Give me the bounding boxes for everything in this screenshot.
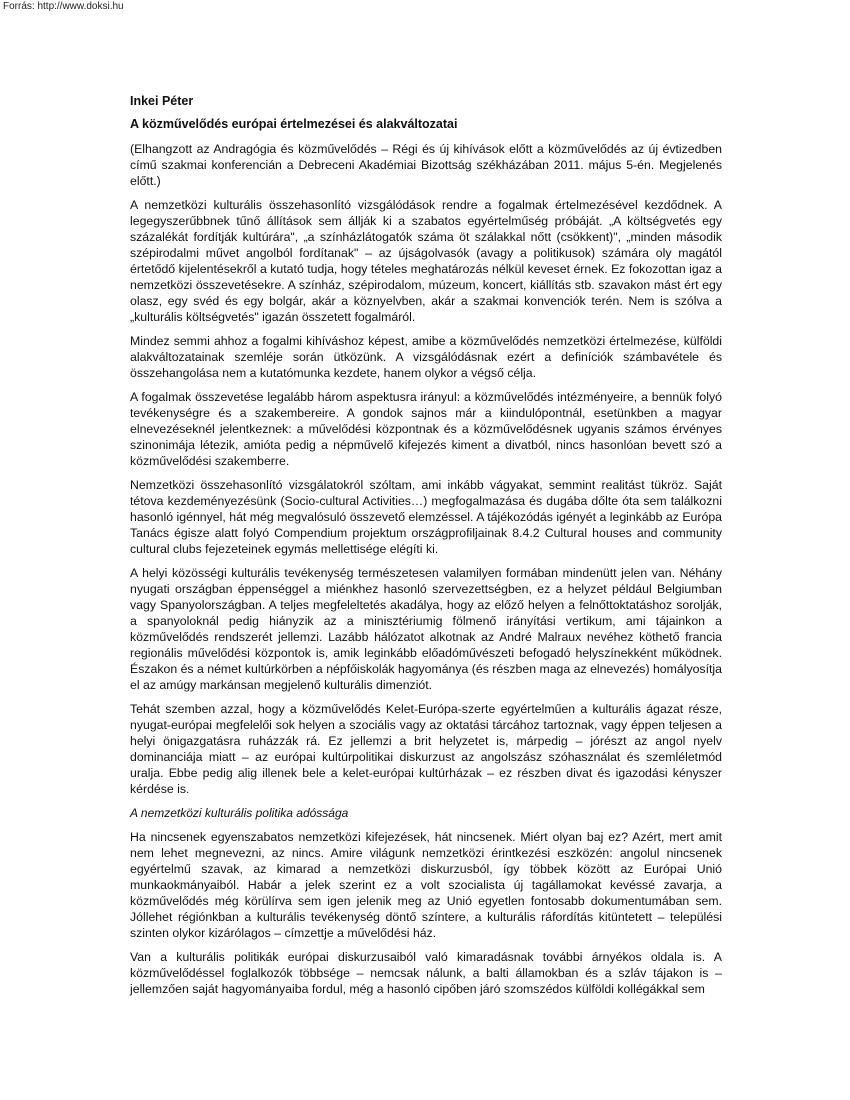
source-url: Forrás: http://www.doksi.hu [3,1,124,12]
paragraph: Van a kulturális politikák európai diskurzusaiból való kimaradásnak további árnyékos oldala is. A közművelődéssel foglalkozók többsége – nemcsak nálunk, a balti államokban és a szláv tájakon is – jellemzően saját hagyományaiba fordul, még a hasonló cipőben járó szomszédos külföldi kollégákkal sem [130,950,722,996]
paragraph: Nemzetközi összehasonlító vizsgálatokról szóltam, ami inkább vágyakat, semmint realitást tükröz. Saját tétova kezdeményezésünk (Socio-cultural Activities…) megfogalmazása és dugába dőlte óta sem találkozni hasonló igénnyel, hát még megvalósuló összevető elemzéssel. A tájékozódás igényét a leginkább az Európa Tanács égisze alatt folyó Compendium projektum országprofiljainak 8.4.2 Cultural houses and community cultural clubs fejezeteinek egymás mellettisége elégíti ki. [130,478,722,556]
paragraph-intro-note: (Elhangzott az Andragógia és közművelődés – Régi és új kihívások előtt a közművelődés az új évtizedben című szakmai konferencián a Debreceni Akadémiai Bizottság székházában 2011. május 5-én. Megjelenés előtt.) [130,142,722,188]
paragraph: A nemzetközi kulturális összehasonlító vizsgálódások rendre a fogalmak értelmezésével kezdődnek. A legegyszerűbbnek tűnő állítások sem állják ki a szabatos egyértelműség próbáját. „A költségvetés egy százalékát fordítják kultúrára", „a színházlátogatók száma öt szálakkal nőtt (csökkent)", „minden második szépirodalmi művet angolból fordítanak" – az újságolvasók (avagy a politikusok) számára oly magától értetődő kijelentésekről a kutató tudja, hogy tételes meghatározás nélkül keveset érnek. Ez fokozottan igaz a nemzetközi összevetésekre. A színház, szépirodalom, múzeum, koncert, kiállítás stb. szavakon mást ért egy olasz, egy svéd és egy bolgár, akár a köznyelvben, akár a szakmai konvenciók terén. Nem is szólva a „kulturális költségvetés" igazán összetett fogalmáról. [130,198,722,324]
section-subheading: A nemzetközi kulturális politika adóssága [130,806,349,820]
document-title: A közművelődés európai értelmezései és alakváltozatai [130,117,458,131]
paragraph: A fogalmak összevetése legalább három aspektusra irányul: a közművelődés intézményeire, a bennük folyó tevékenységre és a szakembereire. A gondok sajnos már a kiindulópontnál, esetünkben a magyar elnevezéseknél jelentkeznek: a művelődési központnak és a közművelődésnek ugyanis számos érvényes szinonimája létezik, amióta pedig a népművelő kifejezés kiment a divatból, nincs hasonlóan bevett szó a közművelődési szakemberre. [130,390,722,468]
paragraph: A helyi közösségi kulturális tevékenység természetesen valamilyen formában mindenütt jelen van. Néhány nyugati országban éppenséggel a miénkhez hasonló szervezettségben, ez a helyzet például Belgiumban vagy Spanyolországban. A teljes megfeleltetés akadálya, hogy az előző helyen a felnőttoktatáshoz sorolják, a spanyoloknál pedig hiányzik az a minisztériumig fölmenő irányítási vertikum, ami tájainkon a közművelődés rendszerét jellemzi. Lazább hálózatot alkotnak az André Malraux nevéhez köthető francia regionális művelődési központok is, amik leginkább előadóművészeti befogadó helyszínekként működnek. Északon és a német kultúrkörben a népfőiskolák hagyománya (és részben maga az elnevezés) homályosítja el az amúgy markánsan megjelenő kulturális dimenziót. [130,566,722,692]
paragraph: Tehát szemben azzal, hogy a közművelődés Kelet-Európa-szerte egyértelműen a kulturális ágazat része, nyugat-európai megfelelői sok helyen a szociális vagy az oktatási tárcához tartoznak, vagy éppen teljesen a helyi önigazgatásra ruházzák rá. Ez jellemzi a brit helyzetet is, márpedig – jórészt az angol nyelv dominanciája miatt – az európai kultúrpolitikai diskurzust az angolszász szóhasználat és szemléletmód uralja. Ebbe pedig alig illenek bele a kelet-európai kultúrházak – ez részben divat és igazodási kényszer kérdése is. [130,702,722,796]
author-name: Inkei Péter [130,94,194,108]
document-page [130,93,722,1005]
paragraph: Ha nincsenek egyenszabatos nemzetközi kifejezések, hát nincsenek. Miért olyan baj ez? Azért, mert amit nem lehet megnevezni, az nincs. Amire világunk nemzetközi érintkezési eszközén: angolul nincsenek egyértelmű szavak, az kimarad a nemzetközi diskurzusból, így többek között az Európai Unió munkaokmányaiból. Habár a jelek szerint ez a volt szocialista új tagállamokat kevéssé zavarja, a közművelődés még körülírva sem igen jelenik meg az Unió egyetlen fontosabb dokumentumában sem. Jóllehet régiónkban a kulturális tevékenység döntő színtere, a kulturális ráfordítás kitüntetett – települési szinten olykor kizárólagos – címzettje a művelődési ház. [130,830,722,940]
paragraph: Mindez semmi ahhoz a fogalmi kihíváshoz képest, amibe a közművelődés nemzetközi értelmezése, külföldi alakváltozatainak szemléje során ütközünk. A vizsgálódásnak ezért a definíciók számbavétele és összehangolása nem a kutatómunka kezdete, hanem olykor a végső célja. [130,334,722,380]
